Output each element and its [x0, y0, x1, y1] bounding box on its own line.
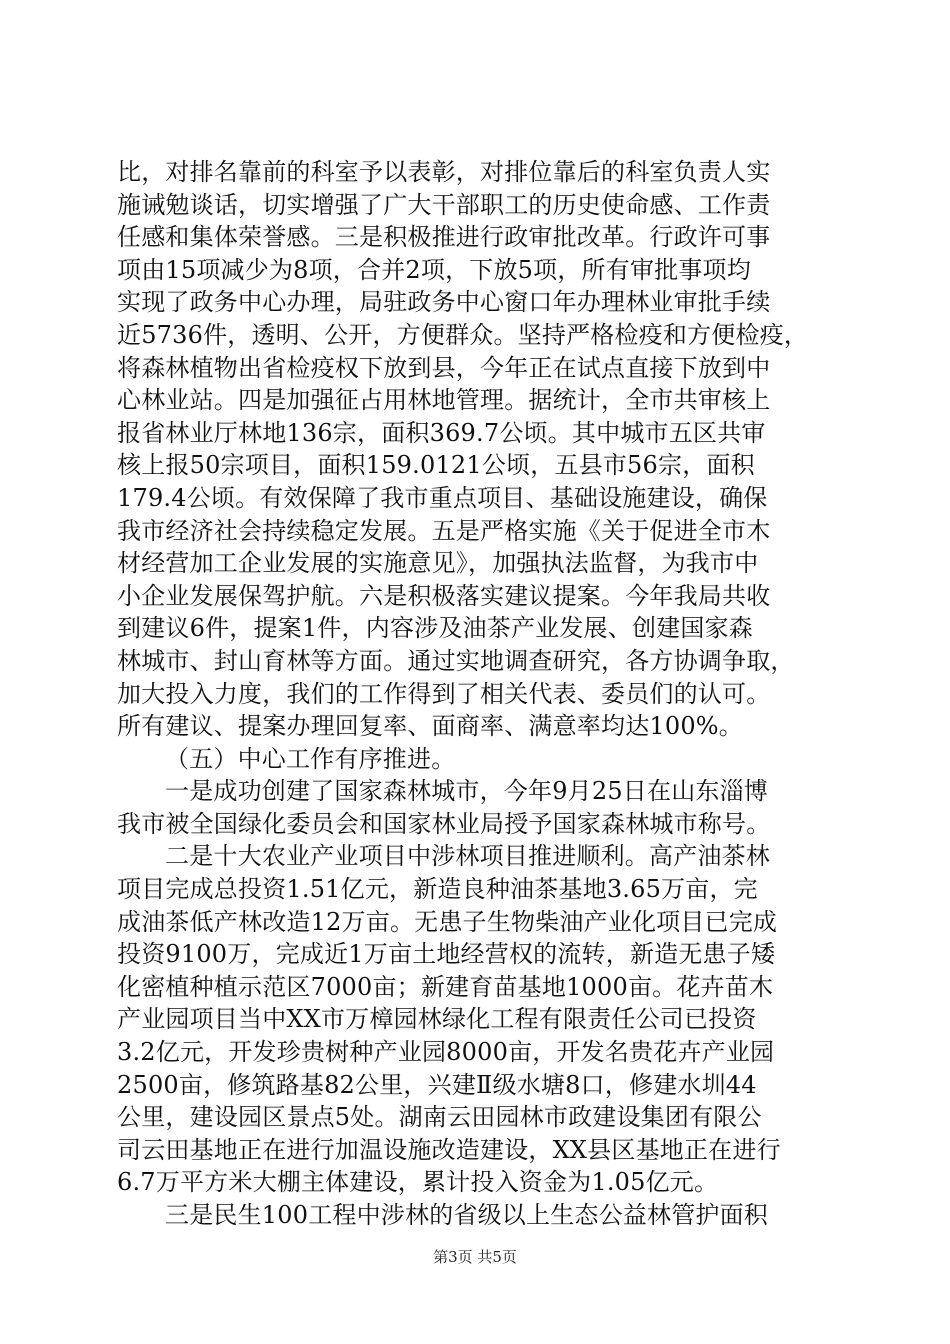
text-line: 林城市、封山育林等方面。通过实地调查研究，各方协调争取， [117, 646, 795, 675]
text-line: 到建议6件，提案1件，内容涉及油茶产业发展、创建国家森 [117, 614, 753, 643]
text-line: 心林业站。四是加强征占用林地管理。据统计，全市共审核上 [117, 386, 771, 415]
text-line: 报省林业厅林地136宗，面积369.7公顷。其中城市五区共审 [117, 418, 766, 447]
text-line: 小企业发展保驾护航。六是积极落实建议提案。今年我局共收 [117, 581, 771, 610]
text-line: 6.7万平方米大棚主体建设，累计投入资金为1.05亿元。 [117, 1168, 719, 1197]
text-line: 三是民生100工程中涉林的省级以上生态公益林管护面积 [165, 1201, 769, 1229]
document-body [117, 156, 857, 1232]
text-line: 材经营加工企业发展的实施意见》，加强执法监督，为我市中 [117, 549, 759, 578]
text-line: 任感和集体荣誉感。三是积极推进行政审批改革。行政许可事 [117, 223, 771, 252]
text-line: 实现了政务中心办理，局驻政务中心窗口年办理林业审批手续 [117, 288, 771, 317]
page-number-footer: 第3页 共5页 [433, 1248, 517, 1266]
text-line: 产业园项目当中XX市万樟园林绿化工程有限责任公司已投资 [117, 1005, 757, 1034]
text-line: 比，对排名靠前的科室予以表彰，对排位靠后的科室负责人实 [117, 158, 771, 186]
text-line: 加大投入力度，我们的工作得到了相关代表、委员们的认可。 [117, 679, 771, 708]
text-line: 所有建议、提案办理回复率、面商率、满意率均达100%。 [117, 712, 744, 741]
text-line: 179.4公顷。有效保障了我市重点项目、基础设施建设，确保 [117, 483, 768, 512]
text-line: 项由15项减少为8项，合并2项，下放5项，所有审批事项均 [117, 255, 751, 284]
text-line: 成油茶低产林改造12万亩。无患子生物柴油产业化项目已完成 [117, 907, 778, 936]
text-line: 公里，建设园区景点5处。湖南云田园林市政建设集团有限公 [117, 1103, 762, 1132]
text-line: 施诫勉谈话，切实增强了广大干部职工的历史使命感、工作责 [117, 190, 771, 219]
text-line: 近5736件，透明、公开，方便群众。坚持严格检疫和方便检疫， [117, 320, 809, 349]
text-line: 二是十大农业产业项目中涉林项目推进顺利。高产油茶林 [165, 842, 770, 871]
text-line: 3.2亿元，开发珍贵树种产业园8000亩，开发名贵花卉产业园 [117, 1038, 775, 1067]
section-heading: （五）中心工作有序推进。 [165, 744, 456, 773]
text-line: 投资9100万，完成近1万亩土地经营权的流转，新造无患子矮 [117, 940, 776, 969]
text-line: 核上报50宗项目，面积159.0121公顷，五县市56宗，面积 [117, 451, 755, 480]
text-line: 2500亩，修筑路基82公里，兴建Ⅱ级水塘8口，修建水圳44 [117, 1070, 757, 1099]
text-line: 司云田基地正在进行加温设施改造建设，XX县区基地正在进行 [117, 1135, 781, 1164]
text-line: 一是成功创建了国家森林城市，今年9月25日在山东淄博 [165, 777, 769, 806]
text-line: 项目完成总投资1.51亿元，新造良种油茶基地3.65万亩，完 [117, 875, 758, 904]
text-line: 将森林植物出省检疫权下放到县，今年正在试点直接下放到中 [117, 353, 771, 382]
text-line: 我市经济社会持续稳定发展。五是严格实施《关于促进全市木 [117, 516, 771, 545]
text-line: 化密植种植示范区7000亩；新建育苗基地1000亩。花卉苗木 [117, 972, 774, 1001]
text-line: 我市被全国绿化委员会和国家林业局授予国家森林城市称号。 [117, 809, 771, 838]
